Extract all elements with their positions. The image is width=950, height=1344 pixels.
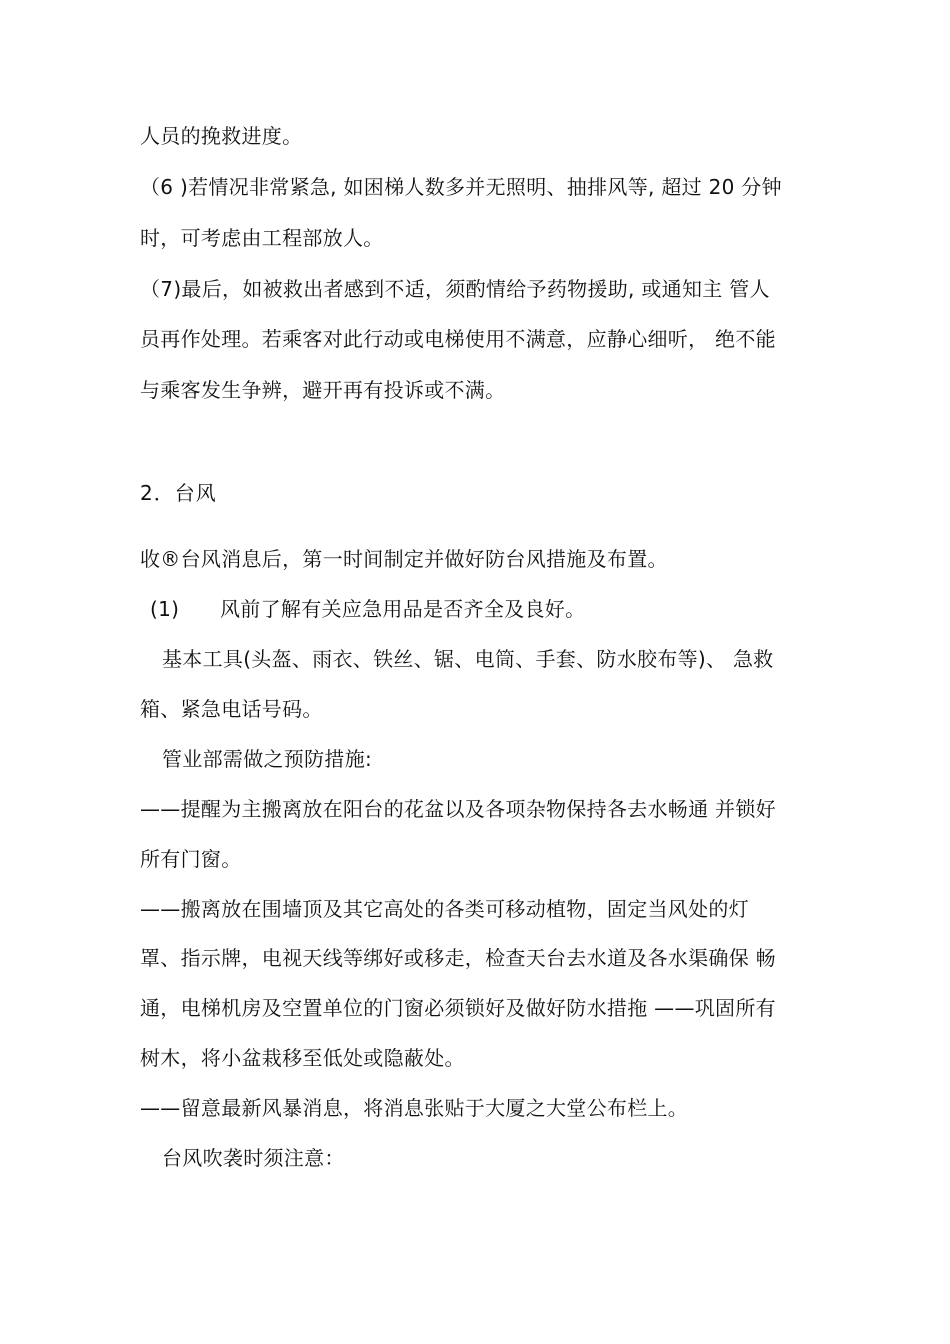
paragraph-line: 管业部需做之预防措施:	[162, 747, 373, 771]
paragraph-line: （6 )若情况非常紧急, 如困梯人数多并无照明、抽排风等, 超过 20 分钟	[140, 175, 782, 199]
paragraph-line: 人员的挽救进度。	[140, 124, 303, 148]
paragraph-line: 罩、指示牌，电视天线等绑好或移走，检查天台去水道及各水渠确保 畅	[140, 946, 776, 970]
list-item-number: (1)	[150, 597, 180, 621]
paragraph-line: 收®台风消息后，第一时间制定并做好防台风措施及布置。	[140, 547, 668, 571]
paragraph-line: ——提醒为主搬离放在阳台的花盆以及各项杂物保持各去水畅通 并锁好	[140, 797, 776, 821]
paragraph-line: ——留意最新风暴消息，将消息张贴于大厦之大堂公布栏上。	[140, 1096, 689, 1120]
paragraph-line: 所有门窗。	[140, 847, 242, 871]
paragraph-line: 与乘客发生争辨，避开再有投诉或不满。	[140, 378, 506, 402]
paragraph-line: 箱、紧急电话号码。	[140, 697, 323, 721]
paragraph-line: 树木，将小盆栽移至低处或隐蔽处。	[140, 1046, 465, 1070]
paragraph-line: 员再作处理。若乘客对此行动或电梯使用不满意，应静心细听， 绝不能	[140, 327, 776, 351]
list-item	[150, 595, 830, 623]
list-item-text: 风前了解有关应急用品是否齐全及良好。	[220, 597, 586, 621]
paragraph-line: 台风吹袭时须注意：	[162, 1146, 345, 1170]
paragraph-line: 时，可考虑由工程部放人。	[140, 226, 384, 250]
paragraph-line: ——搬离放在围墙顶及其它高处的各类可移动植物，固定当风处的灯	[140, 897, 749, 921]
paragraph-line: （7)最后，如被救出者感到不适，须酌情给予药物援助, 或通知主 管人	[140, 277, 770, 301]
paragraph-line: 基本工具(头盔、雨衣、铁丝、锯、电筒、手套、防水胶布等)、 急救	[162, 647, 774, 671]
section-heading: 2．台风	[140, 481, 217, 505]
paragraph-line: 通，电梯机房及空置单位的门窗必须锁好及做好防水措拖 ——巩固所有	[140, 996, 776, 1020]
